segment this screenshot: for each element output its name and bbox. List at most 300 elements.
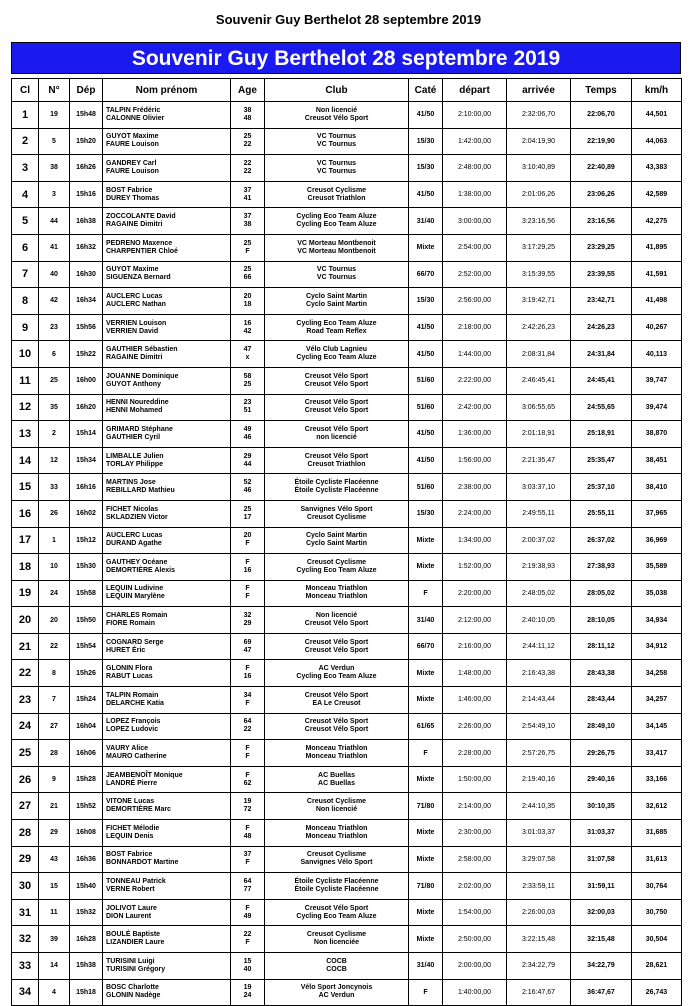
category-cell: 41/50 [409, 314, 443, 341]
rider-club: Creusot Vélo Sport [304, 407, 369, 415]
speed-cell: 37,965 [632, 500, 682, 527]
names-cell [103, 128, 231, 155]
ages-cell [231, 128, 265, 155]
speed-cell: 33,166 [632, 766, 682, 793]
rider-name: TALPIN Romain [106, 691, 159, 699]
category-cell: Mixte [409, 687, 443, 714]
names-cell [103, 687, 231, 714]
rider-club: VC Tournus [316, 141, 357, 149]
rider-age: F [245, 699, 250, 707]
bib-number-cell: 39 [39, 926, 70, 953]
ages-cell [231, 474, 265, 501]
rider-name: TORLAY Philippe [106, 460, 164, 468]
rider-age: 25 [243, 133, 252, 141]
col-header-departure-slot: Dép [70, 79, 103, 102]
rank-cell: 19 [12, 580, 39, 607]
rider-name: GUYOT Maxime [106, 266, 159, 274]
departure-slot-cell: 15h26 [70, 660, 103, 687]
rider-age: F [245, 824, 250, 832]
table-row [12, 846, 682, 873]
rider-name: LOPEZ François [106, 718, 161, 726]
rider-name: SKLADZIEN Victor [106, 513, 168, 521]
speed-cell: 30,750 [632, 899, 682, 926]
rider-club: Étoile Cycliste Flacéenne [294, 886, 379, 894]
rider-name: JEAMBENOÎT Monique [106, 771, 183, 779]
rider-age: 44 [243, 460, 252, 468]
race-time-cell: 22:06,70 [571, 102, 632, 129]
start-time-cell: 2:48:00,00 [443, 155, 507, 182]
start-time-cell: 2:38:00,00 [443, 474, 507, 501]
rider-age: 46 [243, 487, 252, 495]
clubs-cell [265, 155, 409, 182]
category-cell: 31/40 [409, 953, 443, 980]
rider-name: TALPIN Frédéric [106, 106, 161, 114]
start-time-cell: 1:54:00,00 [443, 899, 507, 926]
race-time-cell: 23:29,25 [571, 234, 632, 261]
col-header-club: Club [265, 79, 409, 102]
category-cell: 15/30 [409, 500, 443, 527]
rider-name: BOST Fabrice [106, 851, 153, 859]
race-time-cell: 32:15,48 [571, 926, 632, 953]
start-time-cell: 2:56:00,00 [443, 288, 507, 315]
rider-name: CHARLES Romain [106, 612, 168, 620]
rider-club: Creusot Cyclisme [306, 798, 367, 806]
table-row [12, 500, 682, 527]
speed-cell: 40,113 [632, 341, 682, 368]
departure-slot-cell: 16h06 [70, 740, 103, 767]
rider-club: Creusot Triathlon [307, 460, 366, 468]
rider-age: 20 [243, 292, 252, 300]
speed-cell: 36,969 [632, 527, 682, 554]
rider-club: Cycling Eco Team Aluze [296, 566, 377, 574]
clubs-cell [265, 554, 409, 581]
rider-age: F [245, 771, 250, 779]
category-cell: 31/40 [409, 208, 443, 235]
rider-club: VC Tournus [316, 167, 357, 175]
start-time-cell: 2:18:00,00 [443, 314, 507, 341]
race-time-cell: 23:42,71 [571, 288, 632, 315]
rider-age: F [245, 585, 250, 593]
names-cell [103, 155, 231, 182]
rider-age: 42 [243, 327, 252, 335]
race-time-cell: 24:26,23 [571, 314, 632, 341]
rank-cell: 33 [12, 953, 39, 980]
rider-club: Creusot Vélo Sport [304, 372, 369, 380]
start-time-cell: 1:40:00,00 [443, 979, 507, 1006]
race-time-cell: 27:38,93 [571, 554, 632, 581]
names-cell [103, 527, 231, 554]
rider-age: 48 [243, 832, 252, 840]
bib-number-cell: 10 [39, 554, 70, 581]
speed-cell: 35,038 [632, 580, 682, 607]
start-time-cell: 2:14:00,00 [443, 793, 507, 820]
rank-cell: 16 [12, 500, 39, 527]
rider-age: F [245, 665, 250, 673]
category-cell: 41/50 [409, 341, 443, 368]
bib-number-cell: 24 [39, 580, 70, 607]
ages-cell [231, 899, 265, 926]
departure-slot-cell: 15h18 [70, 979, 103, 1006]
speed-cell: 38,870 [632, 421, 682, 448]
names-cell [103, 953, 231, 980]
start-time-cell: 2:30:00,00 [443, 820, 507, 847]
rider-club: Creusot Vélo Sport [304, 620, 369, 628]
category-cell: F [409, 580, 443, 607]
departure-slot-cell: 15h28 [70, 766, 103, 793]
rank-cell: 10 [12, 341, 39, 368]
bib-number-cell: 2 [39, 421, 70, 448]
arrival-time-cell: 2:14:43,44 [507, 687, 571, 714]
col-header-category: Caté [409, 79, 443, 102]
clubs-cell [265, 766, 409, 793]
bib-number-cell: 41 [39, 234, 70, 261]
clubs-cell [265, 846, 409, 873]
rider-age: 69 [243, 638, 252, 646]
rider-age: 15 [243, 957, 252, 965]
category-cell: F [409, 740, 443, 767]
start-time-cell: 1:34:00,00 [443, 527, 507, 554]
start-time-cell: 2:52:00,00 [443, 261, 507, 288]
race-time-cell: 28:10,05 [571, 607, 632, 634]
arrival-time-cell: 3:23:16,56 [507, 208, 571, 235]
clubs-cell [265, 660, 409, 687]
col-header-speed: km/h [632, 79, 682, 102]
start-time-cell: 1:48:00,00 [443, 660, 507, 687]
category-cell: 15/30 [409, 155, 443, 182]
names-cell [103, 102, 231, 129]
race-time-cell: 24:55,65 [571, 394, 632, 421]
category-cell: Mixte [409, 926, 443, 953]
names-cell [103, 421, 231, 448]
names-cell [103, 474, 231, 501]
rider-name: RAGAINE Dimitri [106, 354, 163, 362]
rider-club: Monceau Triathlon [305, 745, 368, 753]
ages-cell [231, 846, 265, 873]
bib-number-cell: 25 [39, 367, 70, 394]
bib-number-cell: 22 [39, 633, 70, 660]
rider-name: DELARCHE Katia [106, 699, 164, 707]
table-row [12, 820, 682, 847]
rider-age: 41 [243, 194, 252, 202]
departure-slot-cell: 15h34 [70, 447, 103, 474]
names-cell [103, 607, 231, 634]
speed-cell: 38,410 [632, 474, 682, 501]
bib-number-cell: 11 [39, 899, 70, 926]
bib-number-cell: 44 [39, 208, 70, 235]
rank-cell: 3 [12, 155, 39, 182]
rider-club: Sanvignes Vélo Sport [300, 505, 373, 513]
table-row [12, 102, 682, 129]
arrival-time-cell: 2:44:10,35 [507, 793, 571, 820]
rider-club: AC Verdun [318, 665, 355, 673]
departure-slot-cell: 16h08 [70, 820, 103, 847]
rider-club: Cycling Eco Team Aluze [296, 673, 377, 681]
rider-club: Road Team Reflex [306, 327, 367, 335]
rider-club: Monceau Triathlon [305, 593, 368, 601]
arrival-time-cell: 2:40:10,05 [507, 607, 571, 634]
rider-club: Creusot Cyclisme [306, 931, 367, 939]
clubs-cell [265, 873, 409, 900]
table-row [12, 367, 682, 394]
rider-club: Cycling Eco Team Aluze [296, 912, 377, 920]
table-row [12, 607, 682, 634]
category-cell: F [409, 979, 443, 1006]
clubs-cell [265, 580, 409, 607]
departure-slot-cell: 16h32 [70, 234, 103, 261]
rider-club: Creusot Cyclisme [306, 851, 367, 859]
category-cell: 15/30 [409, 128, 443, 155]
speed-cell: 41,591 [632, 261, 682, 288]
arrival-time-cell: 2:34:22,79 [507, 953, 571, 980]
rider-club: Creusot Vélo Sport [304, 904, 369, 912]
category-cell: 71/80 [409, 873, 443, 900]
rider-club: Creusot Vélo Sport [304, 718, 369, 726]
departure-slot-cell: 15h30 [70, 554, 103, 581]
rider-name: TURISINI Grégory [106, 965, 166, 973]
rank-cell: 30 [12, 873, 39, 900]
race-time-cell: 29:26,75 [571, 740, 632, 767]
clubs-cell [265, 527, 409, 554]
bib-number-cell: 23 [39, 314, 70, 341]
rider-name: BOST Fabrice [106, 186, 153, 194]
rider-name: RABUT Lucas [106, 673, 153, 681]
rank-cell: 15 [12, 474, 39, 501]
start-time-cell: 1:42:00,00 [443, 128, 507, 155]
rider-age: 22 [243, 141, 252, 149]
ages-cell [231, 953, 265, 980]
header-row [12, 79, 682, 102]
arrival-time-cell: 2:16:43,38 [507, 660, 571, 687]
race-time-cell: 23:06,26 [571, 181, 632, 208]
names-cell [103, 288, 231, 315]
ages-cell [231, 926, 265, 953]
race-time-cell: 31:59,11 [571, 873, 632, 900]
arrival-time-cell: 2:48:05,02 [507, 580, 571, 607]
names-cell [103, 873, 231, 900]
start-time-cell: 1:46:00,00 [443, 687, 507, 714]
rider-club: Étoile Cycliste Flacéenne [294, 479, 379, 487]
race-time-cell: 36:47,67 [571, 979, 632, 1006]
category-cell: 51/60 [409, 394, 443, 421]
table-row [12, 341, 682, 368]
category-cell: Mixte [409, 846, 443, 873]
category-cell: Mixte [409, 899, 443, 926]
rider-age: 29 [243, 452, 252, 460]
bib-number-cell: 7 [39, 687, 70, 714]
table-row [12, 208, 682, 235]
ages-cell [231, 740, 265, 767]
rider-age: F [245, 247, 250, 255]
category-cell: 41/50 [409, 447, 443, 474]
names-cell [103, 926, 231, 953]
race-time-cell: 22:19,90 [571, 128, 632, 155]
table-row [12, 421, 682, 448]
rider-club: Creusot Vélo Sport [304, 452, 369, 460]
arrival-time-cell: 2:08:31,84 [507, 341, 571, 368]
arrival-time-cell: 2:54:49,10 [507, 713, 571, 740]
rank-cell: 5 [12, 208, 39, 235]
ages-cell [231, 660, 265, 687]
arrival-time-cell: 2:01:06,26 [507, 181, 571, 208]
arrival-time-cell: 2:21:35,47 [507, 447, 571, 474]
rider-name: VERNE Robert [106, 886, 155, 894]
clubs-cell [265, 367, 409, 394]
rider-club: Creusot Cyclisme [306, 558, 367, 566]
clubs-cell [265, 181, 409, 208]
table-row [12, 554, 682, 581]
rank-cell: 14 [12, 447, 39, 474]
rider-age: 62 [243, 779, 252, 787]
rider-name: DUREY Thomas [106, 194, 160, 202]
arrival-time-cell: 3:17:29,25 [507, 234, 571, 261]
rider-name: GRIMARD Stéphane [106, 425, 173, 433]
table-row [12, 873, 682, 900]
rider-name: BOSC Charlotte [106, 984, 159, 992]
table-row [12, 633, 682, 660]
arrival-time-cell: 2:57:26,75 [507, 740, 571, 767]
rider-name: REBILLARD Mathieu [106, 487, 175, 495]
rider-club: Monceau Triathlon [305, 832, 368, 840]
rank-cell: 24 [12, 713, 39, 740]
bib-number-cell: 12 [39, 447, 70, 474]
table-row [12, 793, 682, 820]
rider-name: LIZANDIER Laure [106, 939, 165, 947]
rider-club: Cyclo Saint Martin [305, 292, 368, 300]
arrival-time-cell: 2:44:11,12 [507, 633, 571, 660]
rider-age: 47 [243, 646, 252, 654]
rank-cell: 22 [12, 660, 39, 687]
clubs-cell [265, 740, 409, 767]
rank-cell: 31 [12, 899, 39, 926]
rider-club: Monceau Triathlon [305, 753, 368, 761]
race-time-cell: 28:11,12 [571, 633, 632, 660]
departure-slot-cell: 15h58 [70, 580, 103, 607]
rank-cell: 26 [12, 766, 39, 793]
speed-cell: 30,764 [632, 873, 682, 900]
rider-age: 49 [243, 425, 252, 433]
rider-age: F [245, 859, 250, 867]
rider-club: Creusot Cyclisme [306, 513, 367, 521]
names-cell [103, 394, 231, 421]
names-cell [103, 447, 231, 474]
arrival-time-cell: 3:15:39,55 [507, 261, 571, 288]
race-time-cell: 32:00,03 [571, 899, 632, 926]
rider-age: 20 [243, 532, 252, 540]
rider-club: Creusot Vélo Sport [304, 399, 369, 407]
col-header-name: Nom prénom [103, 79, 231, 102]
rider-age: 40 [243, 965, 252, 973]
rank-cell: 34 [12, 979, 39, 1006]
rider-age: 38 [243, 106, 252, 114]
race-time-cell: 23:39,55 [571, 261, 632, 288]
table-row [12, 314, 682, 341]
speed-cell: 31,685 [632, 820, 682, 847]
departure-slot-cell: 16h20 [70, 394, 103, 421]
rider-club: VC Morteau Montbenoit [297, 239, 376, 247]
ages-cell [231, 580, 265, 607]
rider-club: VC Morteau Montbenoit [297, 247, 376, 255]
table-row [12, 766, 682, 793]
rank-cell: 23 [12, 687, 39, 714]
departure-slot-cell: 15h16 [70, 181, 103, 208]
rider-club: COCB [326, 965, 347, 973]
rider-name: LEQUIN Marylène [106, 593, 165, 601]
rider-age: 16 [243, 566, 252, 574]
bib-number-cell: 5 [39, 128, 70, 155]
arrival-time-cell: 2:19:38,93 [507, 554, 571, 581]
ages-cell [231, 341, 265, 368]
rider-name: DURAND Agathe [106, 540, 162, 548]
names-cell [103, 500, 231, 527]
race-time-cell: 24:31,84 [571, 341, 632, 368]
rider-name: MAURO Catherine [106, 753, 167, 761]
bib-number-cell: 27 [39, 713, 70, 740]
rider-name: RAGAINE Dimitri [106, 221, 163, 229]
rider-club: Sanvignes Vélo Sport [300, 859, 373, 867]
start-time-cell: 2:26:00,00 [443, 713, 507, 740]
rider-club: Étoile Cycliste Flacéenne [294, 487, 379, 495]
category-cell: 41/50 [409, 181, 443, 208]
rider-name: VITONE Lucas [106, 798, 155, 806]
rider-age: 25 [243, 239, 252, 247]
rider-name: VAURY Alice [106, 745, 149, 753]
bib-number-cell: 14 [39, 953, 70, 980]
rider-age: 49 [243, 912, 252, 920]
names-cell [103, 766, 231, 793]
rider-name: DEMORTIÈRE Marc [106, 806, 171, 814]
departure-slot-cell: 15h48 [70, 102, 103, 129]
rider-name: GLONIN Nadège [106, 992, 161, 1000]
ages-cell [231, 766, 265, 793]
col-header-start: départ [443, 79, 507, 102]
ages-cell [231, 208, 265, 235]
category-cell: Mixte [409, 766, 443, 793]
departure-slot-cell: 16h16 [70, 474, 103, 501]
ages-cell [231, 394, 265, 421]
start-time-cell: 1:38:00,00 [443, 181, 507, 208]
speed-cell: 28,621 [632, 953, 682, 980]
rank-cell: 1 [12, 102, 39, 129]
rider-name: AUCLERC Nathan [106, 300, 166, 308]
table-row [12, 580, 682, 607]
clubs-cell [265, 447, 409, 474]
rider-age: 18 [243, 300, 252, 308]
col-header-age: Age [231, 79, 265, 102]
rank-cell: 18 [12, 554, 39, 581]
category-cell: 61/65 [409, 713, 443, 740]
category-cell: Mixte [409, 527, 443, 554]
departure-slot-cell: 15h32 [70, 899, 103, 926]
rider-name: GLONIN Flora [106, 665, 153, 673]
departure-slot-cell: 15h20 [70, 128, 103, 155]
table-row [12, 687, 682, 714]
speed-cell: 31,613 [632, 846, 682, 873]
names-cell [103, 554, 231, 581]
table-row [12, 713, 682, 740]
arrival-time-cell: 3:10:40,89 [507, 155, 571, 182]
ages-cell [231, 102, 265, 129]
rider-name: COGNARD Serge [106, 638, 164, 646]
rider-club: Cycling Eco Team Aluze [296, 319, 377, 327]
rider-name: LEQUIN Denis [106, 832, 154, 840]
start-time-cell: 2:22:00,00 [443, 367, 507, 394]
arrival-time-cell: 3:06:55,65 [507, 394, 571, 421]
rider-age: 64 [243, 718, 252, 726]
rank-cell: 17 [12, 527, 39, 554]
clubs-cell [265, 128, 409, 155]
ages-cell [231, 633, 265, 660]
arrival-time-cell: 2:42:26,23 [507, 314, 571, 341]
